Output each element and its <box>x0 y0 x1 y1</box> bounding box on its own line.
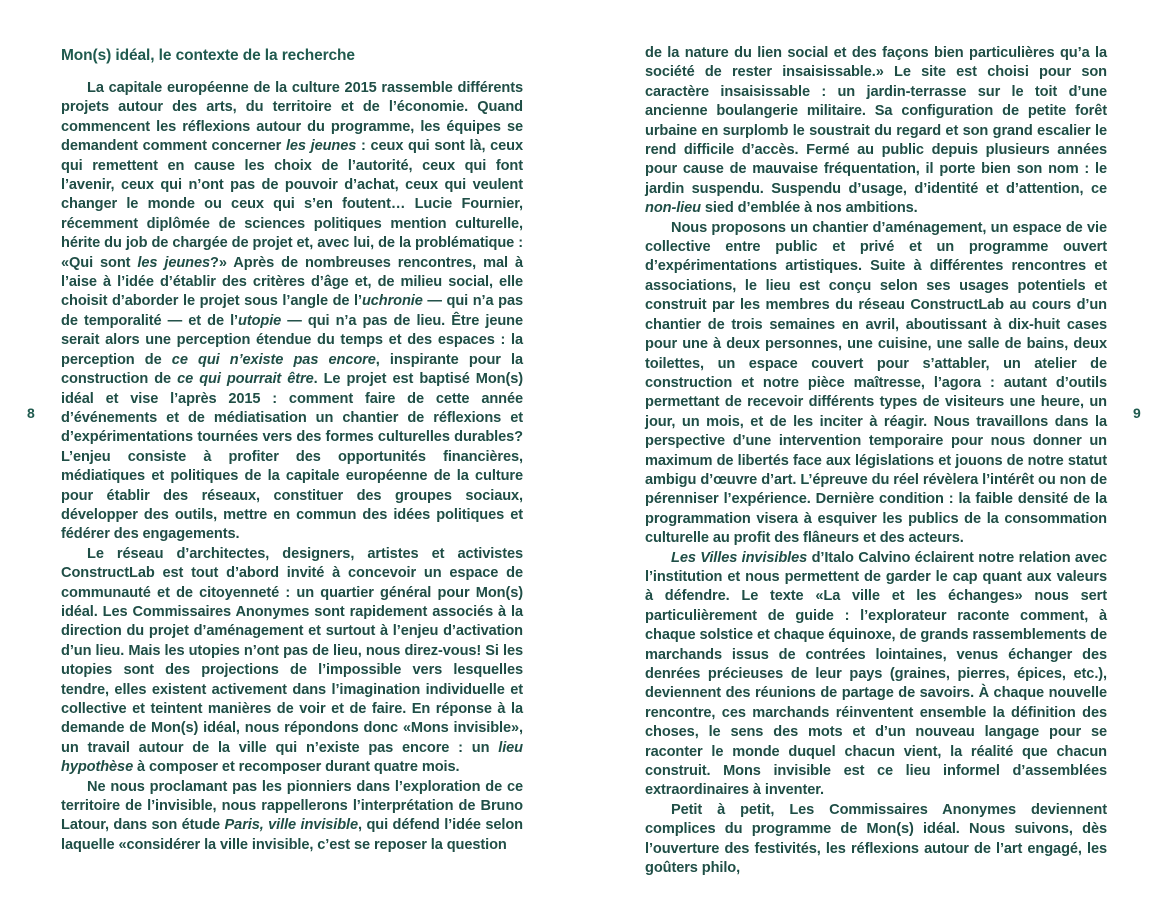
paragraph-right-2: Nous proposons un chantier d’aménagement, un espace de vie collective entre public et privé et un programme ouvert d’expérimentations artistiques. Suite à différentes rencontres et associations, le lieu est conçu selon ses usages potentiels et construit par les membres du réseau ConstructLab au cours d’un chantier de trois semaines en avril, aboutissant à dix-huit cases pour une à deux personnes, une cuisine, une salle de bains, deux toilettes, un espace couvert pour s’attabler, un atelier de construction et notre pièce maîtresse, l’agora : autant d’outils permettant de recevoir différents types de visiteurs une heure, un jour, un mois, et de les inciter à réagir. Nous travaillons dans la perspective d’une intervention temporaire pour nous donner un maximum de libertés face aux législations et jouons de notre statut ambigu d’œuvre d’art. L’épreuve du réel révèlera l’intérêt ou non de pérenniser l’expérience. Dernière condition : la faible densité de la programmation visera à esquiver les publics de la consommation culturelle au profit des flâneurs et des acteurs. <box>645 219 1107 547</box>
section-heading: Mon(s) idéal, le contexte de la recherche <box>61 47 355 64</box>
left-page-column <box>61 44 523 855</box>
paragraph-left-3: Ne nous proclamant pas les pionniers dans l’exploration de ce territoire de l’invisible, nous rappellerons l’interprétation de Bruno Latour, dans son étude Paris, ville invisible, qui défend l’idée selon laquelle «considérer la ville invisible, c’est se reposer la question <box>61 778 523 853</box>
paragraph-right-4: Petit à petit, Les Commissaires Anonymes deviennent complices du programme de Mon(s) idéal. Nous suivons, dès l’ouverture des festivités, les réflexions autour de l’art engagé, les goûters philo, <box>645 801 1107 877</box>
page-number-left: 8 <box>27 405 35 421</box>
right-page-column <box>645 44 1107 878</box>
page-number-right: 9 <box>1133 405 1141 421</box>
paragraph-right-1: de la nature du lien social et des façons bien particulières qu’a la société de rester insaisissable.» Le site est choisi pour son caractère insaisissable : un jardin-terrasse sur le toit d’une ancienne boulangerie militaire. Sa configuration de petite forêt urbaine en surplomb le soustrait du regard et son grand escalier le rend difficile d’accès. Fermé au public depuis plusieurs années pour cause de mauvaise fréquentation, il porte bien son nom : le jardin suspendu. Suspendu d’usage, d’identité et d’attention, ce non-lieu sied d’emblée à nos ambitions. <box>645 45 1107 217</box>
paragraph-left-1: La capitale européenne de la culture 2015 rassemble différents projets autour des arts, du territoire et de l’économie. Quand commencent les réflexions autour du programme, les équipes se demandent comment concerner les jeunes : ceux qui sont là, ceux qui remettent en cause les choix de l’autorité, ceux qui font l’avenir, ceux qui n’ont pas de pouvoir d’achat, ceux qui veulent changer le monde ou ceux qui s’en foutent… Lucie Fournier, récemment diplômée de sciences politiques mention culturelle, hérite du job de chargée de projet et, avec lui, de la problématique : «Qui sont les jeunes?» Après de nombreuses rencontres, mal à l’aise à l’idée d’établir des critères d’âge et, de milieu social, elle choisit d’aborder le projet sous l’angle de l’uchronie — qui n’a pas de temporalité — et de l’utopie — qui n’a pas de lieu. Être jeune serait alors une perception étendue du temps et des espaces : la perception de ce qui n’existe pas encore, inspirante pour la construction de ce qui pourrait être. Le projet est baptisé Mon(s) idéal et vise l’après 2015 : comment faire de cette année d’événements et de médiatisation un chantier de réflexions et d’expérimentations tournées vers des formes culturelles durables? L’enjeu consiste à profiter des opportunités financières, médiatiques et politiques de la capitale européenne de la culture pour établir des réseaux, constituer des groupes sociaux, développer des outils, mettre en commun des idées politiques et fédérer des engagements. <box>61 80 524 543</box>
paragraph-left-2: Le réseau d’architectes, designers, artistes et activistes ConstructLab est tout d’abord invité à concevoir un espace de communauté et de citoyenneté : un quartier général pour Mon(s) idéal. Les Commissaires Anonymes sont rapidement associés à la direction du projet d’aménagement et surtout à l’enjeu d’activation d’un lieu. Mais les utopies n’ont pas de lieu, nous direz-vous! Si les utopies sont des projections de l’impossible vers lesquelles tendre, elles existent activement dans l’imagination individuelle et collective et teintent manières de voir et de faire. En réponse à la demande de Mon(s) idéal, nous répondons donc «Mons invisible», un travail autour de la ville qui n’existe pas encore : un lieu hypothèse à composer et recomposer durant quatre mois. <box>61 545 523 776</box>
paragraph-right-3: Les Villes invisibles d’Italo Calvino éclairent notre relation avec l’institution et nous permettent de garder le cap quant aux valeurs à défendre. Le texte «La ville et les échanges» nous sert particulièrement de guide : l’explorateur raconte comment, à chaque solstice et chaque équinoxe, de grands rassemblements de marchands issus de contrées lointaines, venus échanger des denrées précieuses de leur pays (graines, pierres, épices, etc.), deviennent des réunions de partage de savoirs. À chaque nouvelle rencontre, ces marchands réinventent ensemble la définition des choses, le sens des mots et d’un nouveau langage pour se raconter le monde duquel chacun vient, la réalité que chacun construit. Mons invisible est ce lieu informel d’assemblées extraordinaires à inventer. <box>645 549 1107 799</box>
